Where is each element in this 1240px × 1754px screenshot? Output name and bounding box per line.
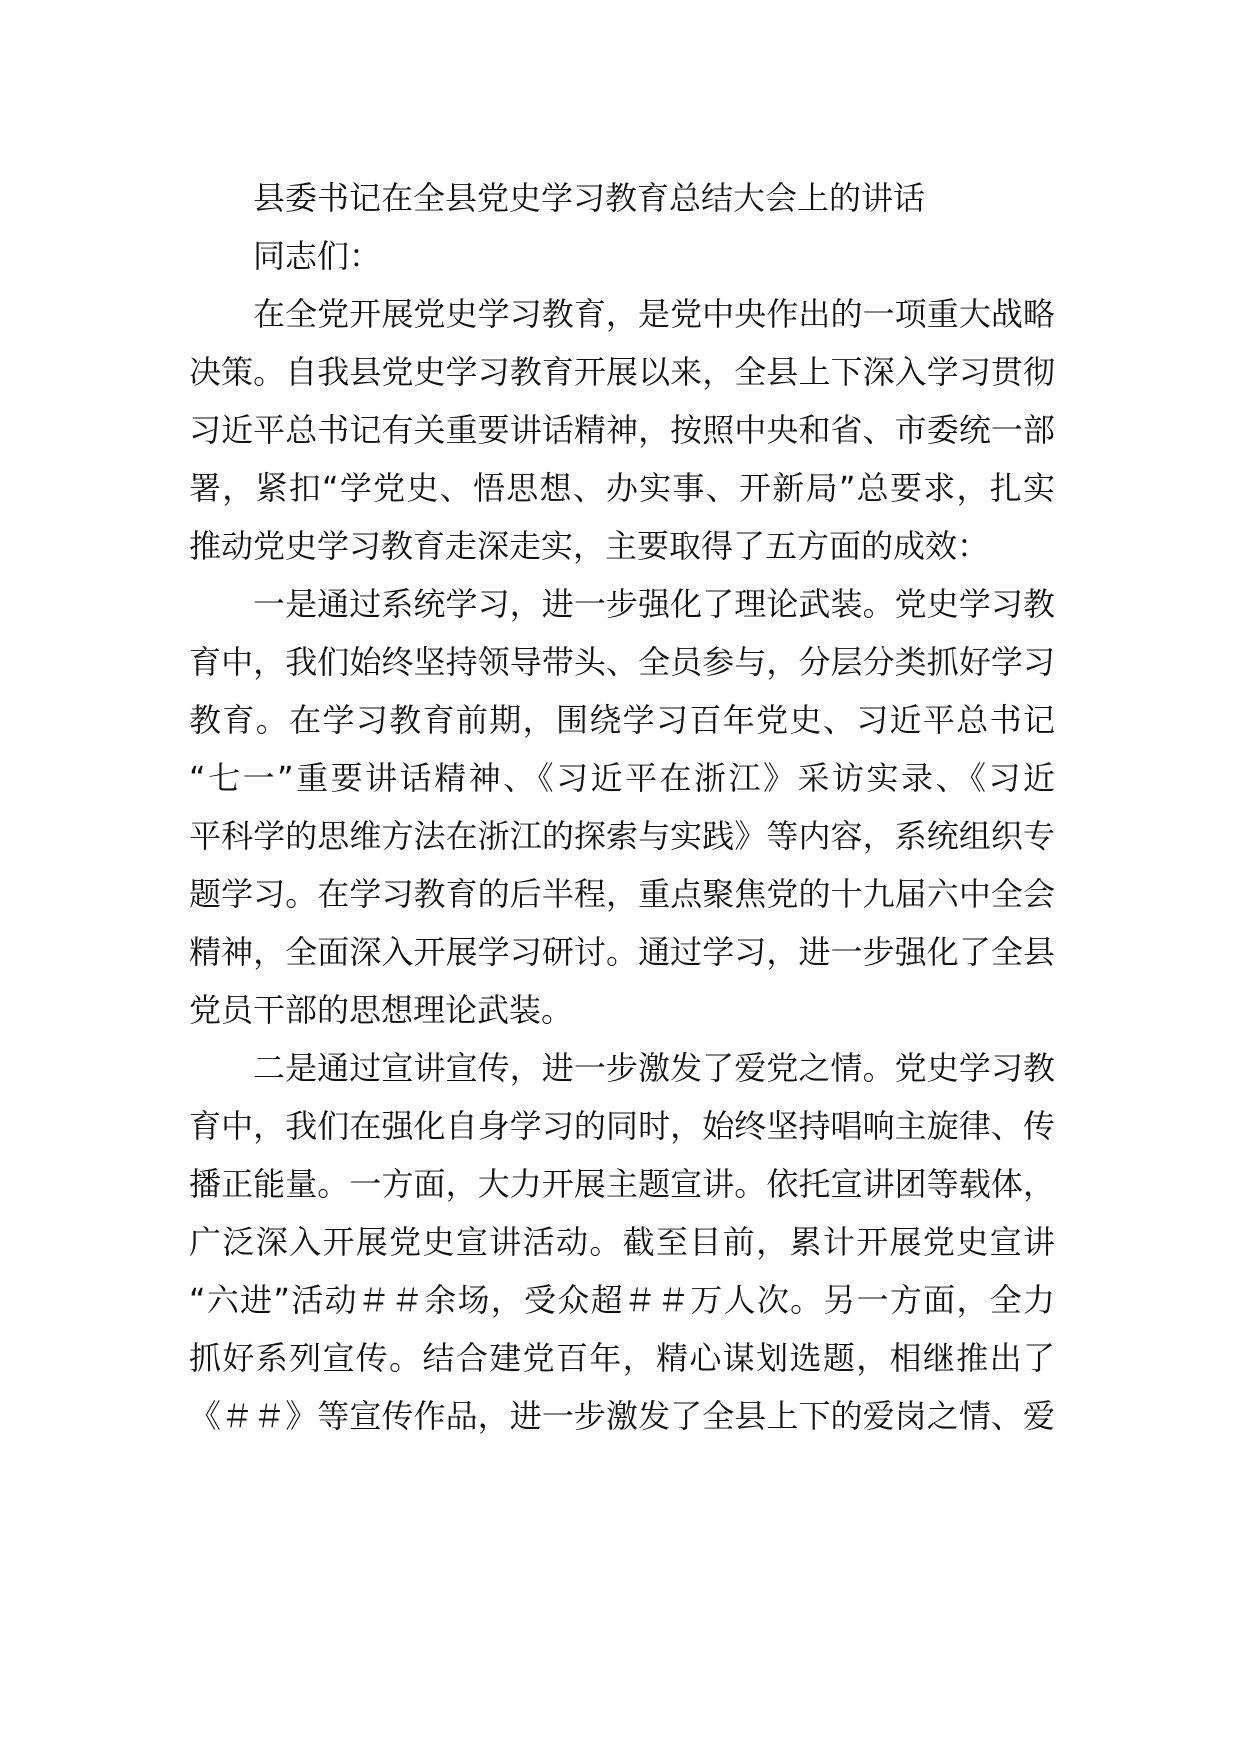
body-line: 广泛深入开展党史宣讲活动。截至目前，累计开展党史宣讲: [189, 1223, 1055, 1261]
body-line: 《＃＃》等宣传作品，进一步激发了全县上下的爱岗之情、爱: [189, 1397, 1055, 1435]
document-title: 县委书记在全县党史学习教育总结大会上的讲话: [253, 179, 926, 217]
body-line: 题学习。在学习教育的后半程，重点聚焦党的十九届六中全会: [189, 875, 1055, 913]
body-line: 抓好系列宣传。结合建党百年，精心谋划选题，相继推出了: [189, 1339, 1055, 1377]
body-line: 署，紧扣“学党史、悟思想、办实事、开新局”总要求，扎实: [189, 469, 1055, 507]
body-line: 播正能量。一方面，大力开展主题宣讲。依托宣讲团等载体，: [189, 1165, 1055, 1203]
body-line: 决策。自我县党史学习教育开展以来，全县上下深入学习贯彻: [189, 353, 1055, 391]
body-line: 育中，我们始终坚持领导带头、全员参与，分层分类抓好学习: [189, 643, 1055, 681]
body-line: 推动党史学习教育走深走实，主要取得了五方面的成效：: [189, 527, 990, 565]
salutation: 同志们：: [253, 237, 382, 275]
body-line: 教育。在学习教育前期，围绕学习百年党史、习近平总书记: [189, 701, 1055, 739]
body-line: 党员干部的思想理论武装。: [189, 991, 574, 1029]
body-line: 育中，我们在强化自身学习的同时，始终坚持唱响主旋律、传: [189, 1107, 1055, 1145]
body-line: 平科学的思维方法在浙江的探索与实践》等内容，系统组织专: [189, 817, 1055, 855]
body-line: 习近平总书记有关重要讲话精神，按照中央和省、市委统一部: [189, 411, 1055, 449]
body-line: “六进”活动＃＃余场，受众超＃＃万人次。另一方面，全力: [189, 1281, 1055, 1319]
body-line: 二是通过宣讲宣传，进一步激发了爱党之情。党史学习教: [253, 1049, 1055, 1087]
body-line: 精神，全面深入开展学习研讨。通过学习，进一步强化了全县: [189, 933, 1055, 971]
body-line: 一是通过系统学习，进一步强化了理论武装。党史学习教: [253, 585, 1055, 623]
body-line: 在全党开展党史学习教育，是党中央作出的一项重大战略: [253, 295, 1055, 333]
body-line: “七一”重要讲话精神、《习近平在浙江》采访实录、《习近: [189, 759, 1055, 797]
